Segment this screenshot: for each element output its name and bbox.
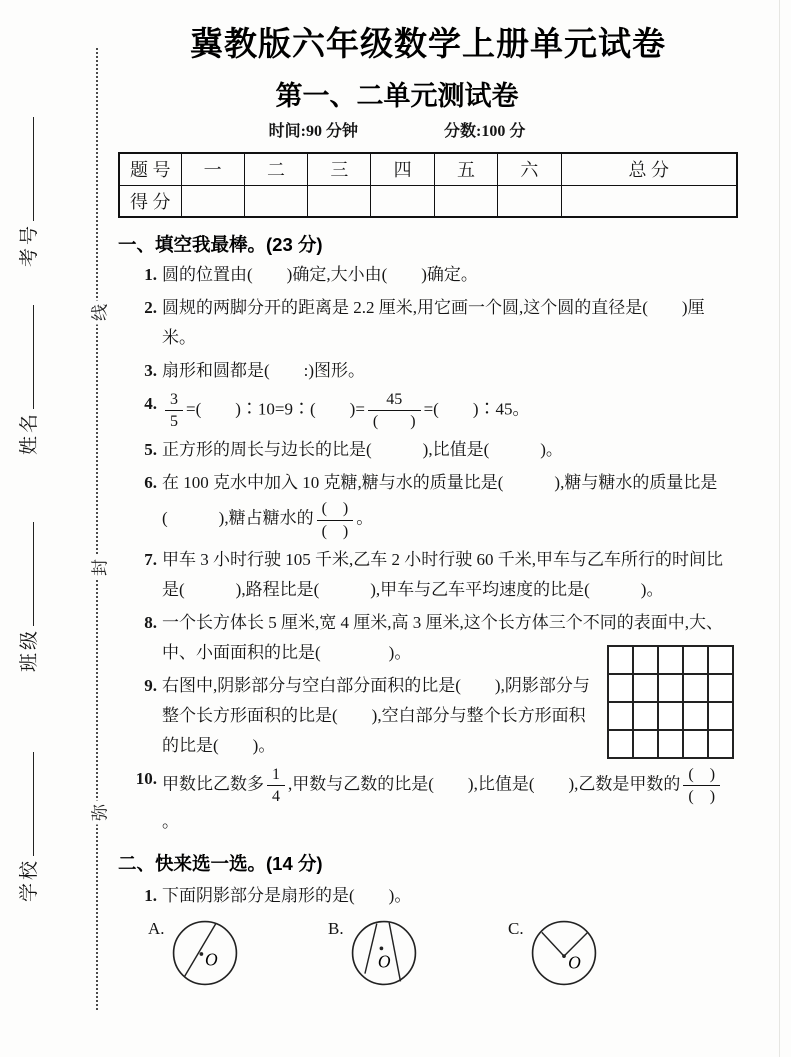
grid-cell xyxy=(658,646,683,674)
option-b-label: B. xyxy=(328,919,344,939)
seal-character: 弥 xyxy=(82,801,115,825)
score-cell-empty xyxy=(244,185,307,217)
student-field xyxy=(14,117,40,267)
fill-blank-question-5: 5. 正方形的周长与边长的比是( ),比值是( )。 xyxy=(118,435,738,465)
fill-blank-question-7: 7. 甲车 3 小时行驶 105 千米,乙车 2 小时行驶 60 千米,甲车与乙车所行的时间比是( ),路程比是( ),甲车与乙车平均速度的比是( )。 xyxy=(118,545,738,605)
grid-cell xyxy=(683,646,708,674)
question-text: 下面阴影部分是扇形的是( )。 xyxy=(162,886,412,906)
grid-cell xyxy=(633,730,658,758)
exam-subtitle: 第一、二单元测试卷 xyxy=(275,81,519,111)
option-a-label: A. xyxy=(148,919,165,939)
score-table xyxy=(118,152,738,218)
time-label: 时间:90 分钟 xyxy=(268,123,358,140)
fraction xyxy=(368,390,421,431)
question-number: 7. xyxy=(144,549,157,569)
fill-blank-question-4: 4. $\frac{3}{5}$ =( )∶10=9∶( )= $\frac{45}{( )}$ =( )∶45。 xyxy=(118,389,738,432)
question-number: 3. xyxy=(144,361,157,380)
seal-dotted-line xyxy=(96,48,98,1010)
rectangle-grid-figure xyxy=(607,645,734,759)
grid-cell xyxy=(683,702,708,730)
section-fill-blanks xyxy=(118,231,738,837)
student-field xyxy=(14,522,40,672)
question-number: 6. xyxy=(144,473,157,493)
fraction xyxy=(683,765,720,806)
choice-question-1 xyxy=(118,881,738,911)
circle-with-sector-figure xyxy=(530,919,598,987)
choice-option-c xyxy=(508,917,688,987)
exam-info xyxy=(118,118,738,141)
score-cell-empty xyxy=(498,185,561,217)
grid-cell xyxy=(658,674,683,702)
fill-blank-question-9: 9. 右图中,阴影部分与空白部分面积的比是( ),阴影部分与整个长方形面积的比是( ),空白部分与整个长方形面积的比是( )。 xyxy=(118,671,738,761)
question-number: 8. xyxy=(144,612,157,632)
score-cell-empty xyxy=(181,185,244,217)
seal-character: 线 xyxy=(82,301,115,325)
grid-cell xyxy=(708,730,733,758)
choice-option-a xyxy=(148,917,328,987)
student-field-blank-line xyxy=(20,117,34,221)
section-multiple-choice xyxy=(118,850,738,987)
page-edge-line xyxy=(779,0,780,1057)
student-field-blank-line xyxy=(20,522,34,626)
exam-content xyxy=(118,0,738,987)
score-cell-empty xyxy=(434,185,497,217)
seal-margin-sidebar xyxy=(0,0,112,1057)
grid-cell xyxy=(608,674,633,702)
student-field-blank-line xyxy=(20,752,34,856)
question-number: 2. xyxy=(144,298,157,317)
fill-blank-question-1: 1. 圆的位置由( )确定,大小由( )确定。 xyxy=(118,260,738,290)
grid-cell xyxy=(658,702,683,730)
center-point-label: O xyxy=(377,951,391,972)
choice-options-row xyxy=(118,917,738,987)
question-number: 9. xyxy=(144,675,157,695)
circle-with-two-chords-figure xyxy=(350,919,418,987)
fraction-numerator: 1 xyxy=(267,765,285,786)
fraction xyxy=(317,499,354,540)
fill-blank-question-8: 8. 一个长方体长 5 厘米,宽 4 厘米,高 3 厘米,这个长方体三个不同的表面中,大、中、小面面积的比是( )。 xyxy=(118,608,738,668)
section1-heading: 一、填空我最棒。(23 分) xyxy=(118,234,323,255)
fraction xyxy=(267,765,285,806)
score-table-header-cell: 一 xyxy=(181,153,244,185)
score-table-header-cell: 二 xyxy=(244,153,307,185)
circle-with-chord-figure xyxy=(171,919,239,987)
fill-blank-question-3: 3. 扇形和圆都是( :)图形。 xyxy=(118,356,738,386)
student-field-label: 班级 xyxy=(18,627,40,672)
question-number: 5. xyxy=(144,440,157,460)
student-field-label: 姓名 xyxy=(18,410,40,455)
fill-blank-question-6: 6. 在 100 克水中加入 10 克糖,糖与水的质量比是( ),糖与糖水的质量比是( ),糖占糖水的 $\frac{( )}{( )}$ 。 xyxy=(118,468,738,541)
score-table-header-row xyxy=(119,153,737,185)
grid-cell xyxy=(683,674,708,702)
grid-cell xyxy=(608,702,633,730)
grid-cell xyxy=(633,674,658,702)
page-title: 冀教版六年级数学上册单元试卷 xyxy=(190,25,666,62)
score-table-header-cell: 五 xyxy=(434,153,497,185)
center-point-label: O xyxy=(204,949,218,970)
score-cell-empty xyxy=(371,185,434,217)
score-table-header-cell: 三 xyxy=(308,153,371,185)
fraction-numerator: ( ) xyxy=(317,499,354,520)
grid-cell xyxy=(683,730,708,758)
option-c-label: C. xyxy=(508,919,524,939)
score-row-label-cell: 得 分 xyxy=(119,185,181,217)
fraction-numerator: 45 xyxy=(368,390,421,411)
score-cell-empty xyxy=(561,185,737,217)
score-table-score-row xyxy=(119,185,737,217)
fill-blank-question-2: 2. 圆规的两脚分开的距离是 2.2 厘米,用它画一个圆,这个圆的直径是( )厘米。 xyxy=(118,293,738,353)
grid-cell xyxy=(708,674,733,702)
grid-cell xyxy=(708,646,733,674)
student-field xyxy=(14,305,40,455)
center-point-label: O xyxy=(567,952,581,973)
question-number: 10. xyxy=(135,768,157,788)
fraction-numerator: 3 xyxy=(165,390,183,411)
fraction-denominator: ( ) xyxy=(321,522,349,540)
fraction-numerator: ( ) xyxy=(683,765,720,786)
grid-cell xyxy=(633,646,658,674)
student-field-blank-line xyxy=(20,305,34,409)
fraction-denominator: 5 xyxy=(170,413,178,431)
question-number: 1. xyxy=(144,886,157,906)
seal-character: 封 xyxy=(82,556,115,580)
score-table-header-cell: 题 号 xyxy=(119,153,181,185)
fraction xyxy=(165,390,183,431)
grid-cell xyxy=(658,730,683,758)
total-score-label: 分数:100 分 xyxy=(444,123,526,140)
fill-blank-question-list xyxy=(118,260,738,837)
question-number: 1. xyxy=(144,265,157,284)
fraction-denominator: ( ) xyxy=(688,787,716,805)
grid-cell xyxy=(708,702,733,730)
grid-cell xyxy=(608,730,633,758)
fraction-denominator: 4 xyxy=(272,787,280,805)
grid-cell xyxy=(633,702,658,730)
choice-option-b xyxy=(328,917,508,987)
fraction-denominator: ( ) xyxy=(372,413,416,431)
fill-blank-question-10: 10. 甲数比乙数多 $\frac{1}{4}$ ,甲数与乙数的比是( ),比值是( ),乙数是甲数的 $\frac{( )}{( )}$ 。 xyxy=(118,764,738,837)
student-field-label: 考号 xyxy=(18,222,40,267)
score-table-header-cell: 六 xyxy=(498,153,561,185)
student-field-label: 学校 xyxy=(18,857,40,902)
section2-heading: 二、快来选一选。(14 分) xyxy=(118,853,323,875)
student-field xyxy=(14,752,40,902)
score-table-header-cell: 总 分 xyxy=(561,153,737,185)
grid-cell xyxy=(608,646,633,674)
score-table-header-cell: 四 xyxy=(371,153,434,185)
score-cell-empty xyxy=(308,185,371,217)
question-number: 4. xyxy=(144,394,157,413)
